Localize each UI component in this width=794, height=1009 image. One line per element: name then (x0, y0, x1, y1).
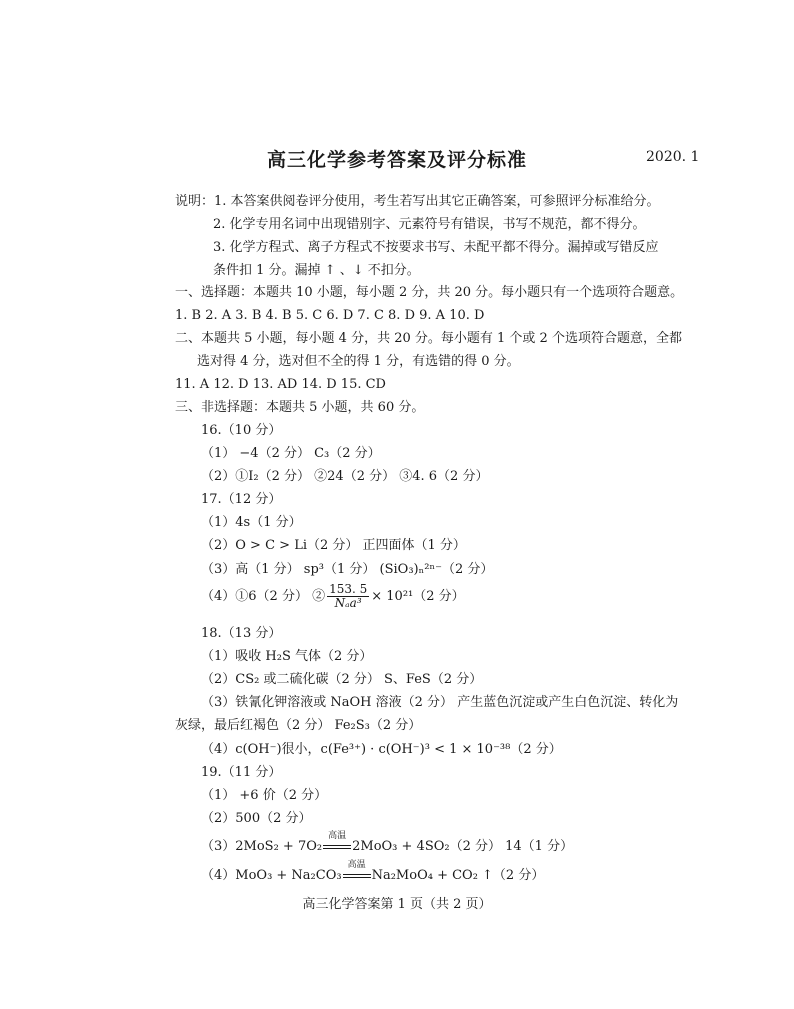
equals-bar-icon (323, 845, 351, 849)
equation-2-reactants: （4）MoO₃ + Na₂CO₃ (201, 868, 342, 883)
note-3-continued: 条件扣 1 分。漏掉 ↑ 、↓ 不扣分。 (213, 263, 420, 278)
equation-1-products: 2MoO₃ + 4SO₂（2 分） 14（1 分） (352, 839, 574, 854)
q17-title: 17.（12 分） (201, 492, 282, 507)
section-2-heading: 二、本题共 5 小题，每小题 4 分，共 20 分。每小题有 1 个或 2 个选项符合题意，全都 (175, 331, 682, 346)
q19-answer-1: （1） +6 价（2 分） (201, 788, 328, 803)
reaction-condition-arrow (343, 860, 371, 885)
q17-answer-4 (201, 583, 465, 611)
q17-answer-3: （3）高（1 分） sp³（1 分） (SiO₃)ₙ²ⁿ⁻（2 分） (201, 562, 494, 577)
q17-answer-4-suffix: × 10²¹（2 分） (371, 589, 465, 604)
q17-answer-1: （1）4s（1 分） (201, 515, 302, 530)
density-fraction (327, 583, 369, 610)
q16-answer-1: （1） −4（2 分） C₃（2 分） (201, 446, 381, 461)
q18-answer-3: （3）铁氰化钾溶液或 NaOH 溶液（2 分） 产生蓝色沉淀或产生白色沉淀、转化为 (201, 695, 679, 710)
section-2-answers: 11. A 12. D 13. AD 14. D 15. CD (175, 377, 386, 392)
page-footer: 高三化学答案第 1 页（共 2 页） (302, 897, 492, 912)
section-3-heading: 三、非选择题：本题共 5 小题，共 60 分。 (175, 400, 425, 415)
reaction-condition-label: 高温 (347, 860, 366, 870)
equation-2-products: Na₂MoO₄ + CO₂ ↑（2 分） (371, 868, 545, 883)
q18-answer-1: （1）吸收 H₂S 气体（2 分） (201, 649, 373, 664)
q18-answer-3-continued: 灰绿，最后红褐色（2 分） Fe₂S₃（2 分） (175, 718, 422, 733)
section-2-heading-continued: 选对得 4 分，选对但不全的得 1 分，有选错的得 0 分。 (197, 354, 520, 369)
section-1-heading: 一、选择题：本题共 10 小题，每小题 2 分，共 20 分。每小题只有一个选项符合题意。 (175, 285, 684, 300)
note-2: 2. 化学专用名词中出现错别字、元素符号有错误，书写不规范，都不得分。 (213, 217, 646, 232)
notes-label: 说明： (175, 194, 215, 209)
equals-bar-icon (343, 874, 371, 878)
note-1: 1. 本答案供阅卷评分使用，考生若写出其它正确答案，可参照评分标准给分。 (214, 194, 660, 209)
equation-1-reactants: （3）2MoS₂ + 7O₂ (201, 839, 323, 854)
q18-answer-4: （4）c(OH⁻)很小，c(Fe³⁺) · c(OH⁻)³ < 1 × 10⁻³⁸（2 分） (201, 742, 562, 757)
q19-answer-4 (201, 860, 545, 885)
q18-title: 18.（13 分） (201, 626, 282, 641)
reaction-condition-arrow (323, 831, 351, 856)
exam-date: 2020. 1 (646, 149, 700, 165)
q16-title: 16.（10 分） (201, 423, 282, 438)
q19-title: 19.（11 分） (201, 765, 282, 780)
q16-answer-2: （2）①I₂（2 分） ②24（2 分） ③4. 6（2 分） (201, 469, 489, 484)
q19-answer-3 (201, 831, 574, 856)
q19-answer-2: （2）500（2 分） (201, 811, 312, 826)
fraction-denominator: Nₐa³ (334, 596, 362, 610)
page-title: 高三化学参考答案及评分标准 (266, 149, 527, 171)
q17-answer-2: （2）O > C > Li（2 分） 正四面体（1 分） (201, 538, 466, 553)
note-3: 3. 化学方程式、离子方程式不按要求书写、未配平都不得分。漏掉或写错反应 (213, 240, 659, 255)
q17-answer-4-prefix: （4）①6（2 分） ② (201, 589, 326, 604)
fraction-numerator: 153. 5 (329, 582, 368, 596)
section-1-answers: 1. B 2. A 3. B 4. B 5. C 6. D 7. C 8. D 9. A 10. D (175, 308, 485, 323)
reaction-condition-label: 高温 (328, 831, 347, 841)
q18-answer-2: （2）CS₂ 或二硫化碳（2 分） S、FeS（2 分） (201, 672, 483, 687)
notes-line-1 (175, 193, 660, 211)
